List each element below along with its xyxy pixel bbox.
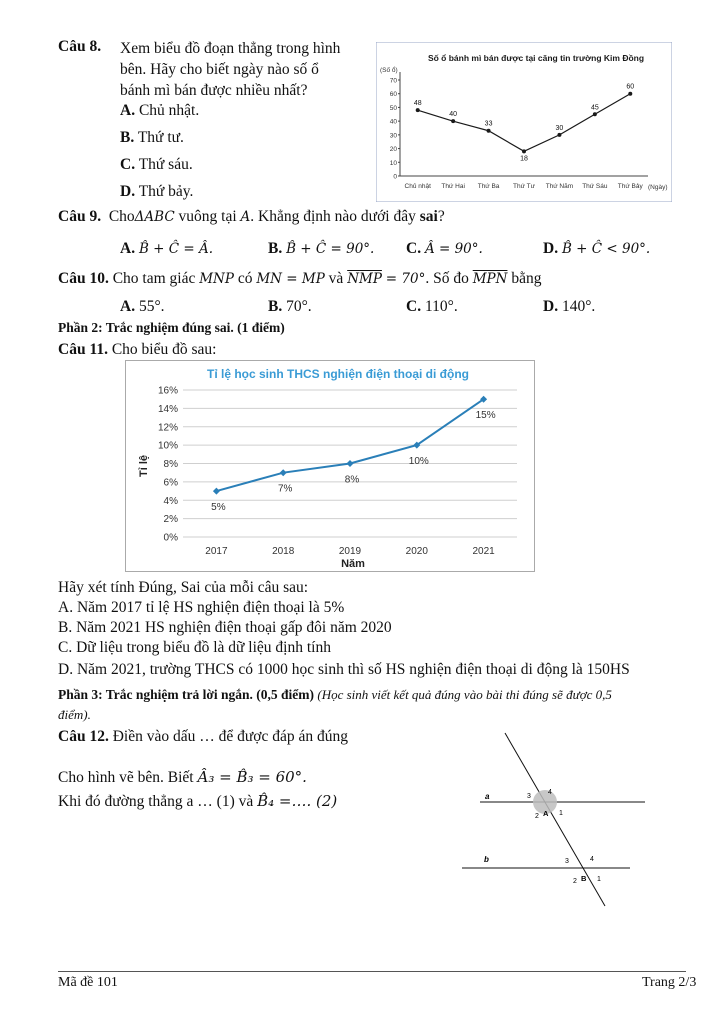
q8-question: [120, 38, 340, 101]
y-tick-label: 30: [389, 132, 397, 140]
x-tick-label: 2021: [472, 546, 495, 557]
y-tick-label: 60: [389, 91, 397, 99]
q9-question: Câu 9. ChoΔABC vuông tại A. Khẳng định nào dưới đây sai?: [58, 208, 445, 225]
x-tick-label: Thứ Ba: [477, 183, 500, 190]
footer-page-number: Trang 2/3: [642, 975, 697, 990]
data-point: [451, 119, 455, 123]
line-b-label: b: [484, 855, 489, 864]
y-tick-label: 2%: [163, 514, 178, 526]
data-point: [416, 108, 420, 112]
q11-statement-b: B. Năm 2021 HS nghiện điện thoại gấp đôi năm 2020: [58, 619, 392, 636]
q9-option-c: C. Â = 90°.: [406, 240, 483, 257]
line-a-label: a: [485, 792, 490, 801]
data-label: 7%: [277, 483, 293, 495]
y-tick-label: 8%: [163, 459, 178, 470]
part3-heading: Phần 3: Trắc nghiệm trả lời ngắn. (0,5 điểm) (Học sinh viết kết quả đúng vào bài thi đúng sẽ được 0,5: [58, 687, 612, 702]
y-tick-label: 70: [389, 77, 397, 85]
data-label: 60: [626, 83, 635, 91]
data-point: [522, 149, 526, 153]
angle-a4: 4: [548, 789, 552, 796]
q10-option-a: A. 55°.: [120, 298, 165, 315]
q8-option-b: B. Thứ tư.: [120, 129, 184, 146]
x-tick-label: 2020: [405, 546, 428, 557]
data-label: 8%: [344, 474, 360, 486]
q8-label: Câu 8.: [58, 38, 102, 55]
q11-statement-a: A. Năm 2017 tỉ lệ HS nghiện điện thoại là 5%: [58, 599, 345, 616]
parallel-lines-figure: [450, 726, 660, 911]
x-tick-label: Thứ Bảy: [617, 183, 643, 190]
q8-text-line: bánh mì bán được nhiều nhất?: [120, 82, 308, 99]
chart-title: Số ổ bánh mì bán được tại căng tin trường Kim Đồng: [427, 53, 645, 63]
part2-title: Phần 2: Trắc nghiệm đúng sai. (1 điểm): [58, 320, 285, 335]
y-tick-label: 4%: [163, 495, 178, 507]
y-tick-label: 20: [389, 146, 397, 154]
data-point: [593, 112, 597, 116]
angle-b4: 4: [590, 856, 594, 863]
data-point: [557, 133, 561, 137]
angle-b2: 2: [573, 878, 577, 885]
x-tick-label: Thứ Hai: [441, 183, 465, 190]
q10-option-d: D. 140°.: [543, 298, 596, 315]
angle-b3: 3: [565, 858, 569, 865]
y-tick-label: 10: [389, 159, 397, 167]
q8-option-c: C. Thứ sáu.: [120, 156, 193, 173]
y-tick-label: 14%: [157, 403, 178, 415]
y-tick-label: 10%: [157, 440, 178, 452]
data-label: 30: [555, 124, 564, 132]
q9-option-d: D. B̂ + Ĉ < 90°.: [543, 240, 651, 257]
bread-sales-chart: [376, 42, 672, 202]
angle-a2: 2: [535, 813, 539, 820]
data-label: 5%: [211, 502, 226, 514]
y-tick-label: 0: [393, 173, 397, 181]
x-tick-label: Chủ nhật: [404, 183, 431, 190]
data-point: [628, 92, 632, 96]
footer-divider: [58, 971, 686, 972]
part3-note-cont: điểm).: [58, 707, 91, 722]
data-label: 18: [520, 155, 528, 163]
data-label: 10%: [408, 456, 429, 468]
x-axis-label: (Ngày): [648, 184, 668, 191]
y-axis-label: (Số ổ): [380, 67, 398, 74]
q12-blanks: Khi đó đường thẳng a … (1) và B̂₄ =…. (2): [58, 792, 338, 810]
data-label: 15%: [475, 410, 496, 422]
y-tick-label: 40: [389, 118, 397, 126]
q8-text-line: Xem biểu đồ đoạn thẳng trong hình: [120, 40, 341, 57]
chart-frame: [376, 42, 672, 202]
q12-question: Câu 12. Điền vào dấu … để được đáp án đúng: [58, 728, 348, 745]
x-tick-label: Thứ Năm: [545, 183, 574, 190]
data-label: 48: [413, 100, 422, 108]
y-tick-label: 0%: [163, 532, 178, 544]
q11-question: Câu 11. Cho biểu đồ sau:: [58, 341, 217, 358]
data-label: 33: [484, 120, 493, 128]
angle-b1: 1: [597, 876, 601, 883]
q11-prompt: Hãy xét tính Đúng, Sai của mỗi câu sau:: [58, 579, 309, 596]
chart-title: Tỉ lệ học sinh THCS nghiện điện thoại di động: [207, 367, 469, 381]
x-tick-label: 2018: [272, 546, 295, 557]
transversal-line: [505, 733, 605, 906]
angle-a3: 3: [527, 793, 531, 800]
q11-statement-c: C. Dữ liệu trong biểu đồ là dữ liệu định tính: [58, 639, 331, 656]
y-tick-label: 16%: [157, 385, 178, 397]
q10-question: Câu 10. Cho tam giác MNP có MN = MP và $\overline{NMP} = 70^\circ$. Số đo $\overline{MPN}$ bằng: [58, 270, 542, 287]
q10-option-b: B. 70°.: [268, 298, 312, 315]
q8-text-line: bên. Hãy cho biết ngày nào số ổ: [120, 61, 319, 78]
data-point: [487, 129, 491, 133]
footer-exam-code: Mã đề 101: [58, 975, 118, 990]
point-a-label: A: [543, 809, 549, 818]
point-b-label: B: [581, 874, 587, 883]
x-axis-label: Năm: [341, 558, 365, 570]
x-tick-label: 2019: [338, 546, 362, 557]
data-label: 40: [449, 111, 458, 119]
q10-option-c: C. 110°.: [406, 298, 458, 315]
y-axis-label: Tỉ lệ: [138, 454, 150, 478]
x-tick-label: 2017: [205, 546, 228, 557]
q9-option-b: B. B̂ + Ĉ = 90°.: [268, 240, 375, 257]
data-label: 45: [590, 104, 599, 112]
y-tick-label: 6%: [163, 477, 178, 489]
q9-option-a: A. B̂ + Ĉ = Â.: [120, 240, 214, 257]
y-tick-label: 12%: [157, 422, 178, 434]
angle-a1: 1: [559, 810, 563, 817]
phone-addiction-chart: [125, 360, 535, 572]
y-tick-label: 50: [389, 104, 397, 112]
q12-given: Cho hình vẽ bên. Biết Â₃ = B̂₃ = 60°.: [58, 768, 307, 786]
q11-statement-d: D. Năm 2021, trường THCS có 1000 học sinh thì số HS nghiện điện thoại di động là 150HS: [58, 661, 630, 678]
q8-option-a: A. Chủ nhật.: [120, 102, 200, 119]
q8-option-d: D. Thứ bảy.: [120, 183, 194, 200]
x-tick-label: Thứ Sáu: [582, 183, 608, 190]
x-tick-label: Thứ Tư: [513, 183, 535, 190]
